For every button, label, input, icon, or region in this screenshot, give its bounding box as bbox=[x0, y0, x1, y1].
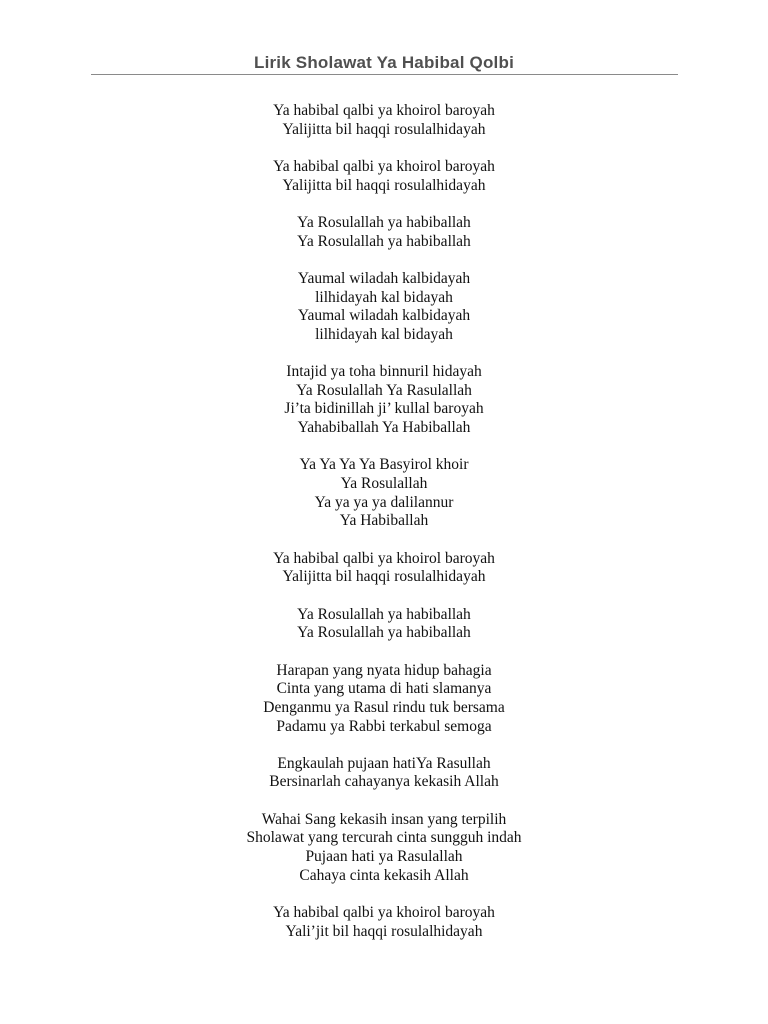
lyric-stanza bbox=[0, 904, 768, 941]
lyric-line: Ya Rosulallah ya habiballah bbox=[297, 213, 471, 231]
lyric-line: Ya Rosulallah bbox=[340, 475, 428, 493]
lyric-line: Pujaan hati ya Rasulallah bbox=[305, 848, 463, 866]
lyric-line: Yaumal wiladah kalbidayah bbox=[297, 269, 471, 287]
lyric-stanza bbox=[0, 811, 768, 886]
lyric-line: Yali’jit bil haqqi rosulalhidayah bbox=[285, 922, 483, 940]
lyric-stanza bbox=[0, 550, 768, 587]
lyric-stanza bbox=[0, 270, 768, 345]
lyric-line: Cahaya cinta kekasih Allah bbox=[299, 866, 469, 884]
lyric-line: Sholawat yang tercurah cinta sungguh indah bbox=[246, 829, 522, 847]
lyric-stanza bbox=[0, 755, 768, 792]
lyric-line: Ya Rosulallah Ya Rasulallah bbox=[296, 381, 472, 399]
lyric-line: lilhidayah kal bidayah bbox=[315, 288, 453, 306]
lyric-stanza bbox=[0, 363, 768, 438]
lyric-line: Ya habibal qalbi ya khoirol baroyah bbox=[273, 549, 495, 567]
page-title: Lirik Sholawat Ya Habibal Qolbi bbox=[253, 53, 514, 72]
lyric-line: Cinta yang utama di hati slamanya bbox=[276, 680, 492, 698]
lyric-line: Harapan yang nyata hidup bahagia bbox=[276, 661, 492, 679]
lyric-line: Yalijitta bil haqqi rosulalhidayah bbox=[282, 176, 486, 194]
lyric-line: Ya Rosulallah ya habiballah bbox=[297, 624, 471, 642]
lyric-line: Yalijitta bil haqqi rosulalhidayah bbox=[282, 120, 486, 138]
lyric-stanza bbox=[0, 158, 768, 195]
lyric-line: Ya habibal qalbi ya khoirol baroyah bbox=[273, 904, 495, 922]
lyric-stanza bbox=[0, 102, 768, 139]
lyric-stanza bbox=[0, 456, 768, 531]
lyric-line: Yahabiballah Ya Habiballah bbox=[297, 419, 471, 437]
lyric-line: Intajid ya toha binnuril hidayah bbox=[286, 363, 482, 381]
lyric-line: Ya habibal qalbi ya khoirol baroyah bbox=[273, 102, 495, 119]
lyric-line: Ya ya ya ya dalilannur bbox=[314, 493, 454, 511]
lyric-line: Denganmu ya Rasul rindu tuk bersama bbox=[263, 698, 505, 716]
lyric-stanza bbox=[0, 606, 768, 643]
lyric-line: Ya Habiballah bbox=[339, 512, 429, 530]
lyric-line: Ya habibal qalbi ya khoirol baroyah bbox=[273, 157, 495, 175]
lyric-line: Ya Rosulallah ya habiballah bbox=[297, 232, 471, 250]
lyric-stanza bbox=[0, 214, 768, 251]
lyric-line: lilhidayah kal bidayah bbox=[315, 325, 453, 343]
lyric-line: Bersinarlah cahayanya kekasih Allah bbox=[269, 773, 499, 791]
title-divider bbox=[91, 74, 678, 75]
lyric-line: Ya Ya Ya Ya Basyirol khoir bbox=[299, 456, 469, 474]
lyric-line: Ji’ta bidinillah ji’ kullal baroyah bbox=[284, 400, 484, 418]
lyric-line: Engkaulah pujaan hatiYa Rasullah bbox=[277, 754, 491, 772]
lyric-line: Ya Rosulallah ya habiballah bbox=[297, 605, 471, 623]
lyric-stanza bbox=[0, 662, 768, 737]
lyrics-body bbox=[0, 102, 768, 960]
lyric-line: Yalijitta bil haqqi rosulalhidayah bbox=[282, 568, 486, 586]
lyric-line: Padamu ya Rabbi terkabul semoga bbox=[276, 717, 492, 735]
lyric-line: Yaumal wiladah kalbidayah bbox=[297, 307, 471, 325]
lyric-line: Wahai Sang kekasih insan yang terpilih bbox=[261, 810, 507, 828]
